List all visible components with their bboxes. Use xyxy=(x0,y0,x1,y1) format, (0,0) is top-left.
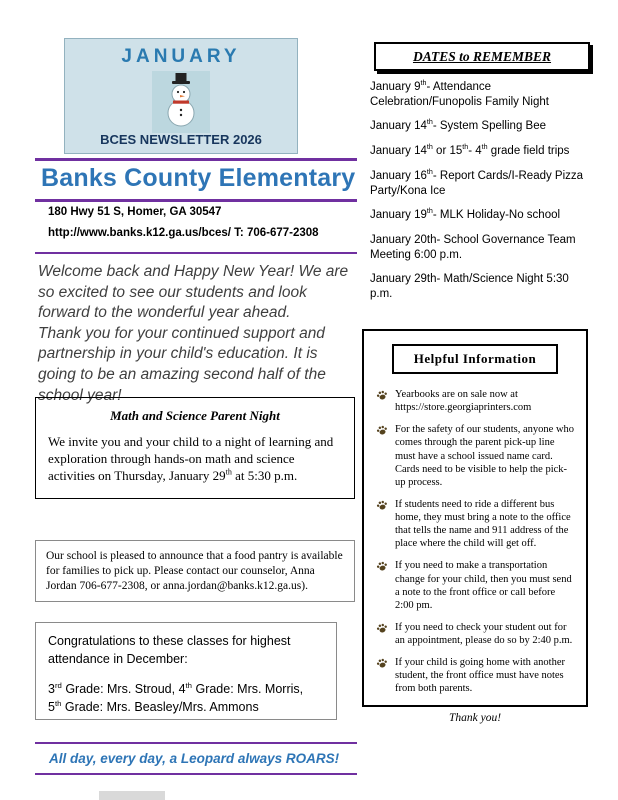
paw-icon xyxy=(375,656,390,671)
masthead xyxy=(64,38,298,154)
date-item: January 29th- Math/Science Night 5:30 p.m. xyxy=(370,273,569,301)
food-pantry-box xyxy=(35,540,355,602)
attendance-line-2: 5th Grade: Mrs. Beasley/Mrs. Ammons xyxy=(48,698,259,714)
helpful-bullet-text: If you need to make a transportation change for your child, then you must send a note to the front office or call before 2:00 pm. xyxy=(395,560,572,611)
math-science-night-box xyxy=(35,397,355,499)
paw-icon xyxy=(375,388,390,403)
helpful-closing: Thank you! xyxy=(448,711,502,724)
date-item: January 9th- Attendance Celebration/Funopolis Family Night xyxy=(370,79,549,108)
newsletter-title: BCES NEWSLETTER 2026 xyxy=(100,132,262,147)
tagline-block xyxy=(35,742,357,775)
date-item: January 16th- Report Cards/I-Ready Pizza Party/Kona Ice xyxy=(370,168,584,197)
paw-icon xyxy=(375,498,390,513)
helpful-information-box xyxy=(362,329,588,724)
school-header xyxy=(35,158,357,202)
helpful-bullet xyxy=(376,498,576,551)
divider-rule xyxy=(35,252,357,254)
food-pantry-text: Our school is pleased to announce that a food pantry is available for families to pick up. Please contact our counselor, Anna Jordan 706-677-2308, or anna.jordan@banks.k12.ga.us). xyxy=(46,550,343,592)
helpful-bullet-text: If your child is going home with another student, the front office must have notes from both parents. xyxy=(395,657,566,695)
paw-icon xyxy=(375,621,390,636)
helpful-bullet-text: If you need to check your student out for an appointment, please do so by 2:40 p.m. xyxy=(395,621,573,646)
attendance-intro: Congratulations to these classes for highest attendance in December: xyxy=(48,634,291,666)
paw-icon xyxy=(375,559,390,574)
helpful-bullet xyxy=(376,388,576,414)
tagline-text: All day, every day, a Leopard always ROARS! xyxy=(49,751,340,766)
helpful-bullet xyxy=(376,621,576,647)
date-item: January 14th or 15th- 4th grade field trips xyxy=(370,143,570,158)
snowman-icon xyxy=(152,71,210,133)
helpful-information-title-box xyxy=(392,344,558,374)
welcome-message xyxy=(38,262,350,406)
school-website-phone: http://www.banks.k12.ga.us/bces/ T: 706-677-2308 xyxy=(48,227,319,239)
date-item: January 14th- System Spelling Bee xyxy=(370,118,546,133)
helpful-bullet-text: Yearbooks are on sale now at https://store.georgiaprinters.com xyxy=(395,389,532,414)
welcome-paragraph: Welcome back and Happy New Year! We are so excited to see our students and look forward to the wonderful year ahead. xyxy=(38,263,349,322)
school-name: Banks County Elementary xyxy=(41,164,356,192)
date-item: January 19th- MLK Holiday-No school xyxy=(370,207,561,222)
school-address: 180 Hwy 51 S, Homer, GA 30547 xyxy=(48,206,222,218)
snowman-image xyxy=(152,71,210,133)
math-science-night-body: We invite you and your child to a night of learning and exploration through hands-on math and science activities on Thursday, January 29th at 5:30 p.m. xyxy=(48,434,334,483)
attendance-line-1: 3rd Grade: Mrs. Stroud, 4th Grade: Mrs. Morris, xyxy=(48,680,304,696)
dates-to-remember-header xyxy=(374,42,590,71)
helpful-bullet xyxy=(376,423,576,489)
paw-icon xyxy=(375,423,390,438)
helpful-bullet-text: If students need to ride a different bus home, they must bring a note to the office that tells the name and 911 address of the place where the child will get off. xyxy=(395,498,571,550)
helpful-bullet xyxy=(376,559,576,612)
math-science-night-title: Math and Science Parent Night xyxy=(110,408,280,423)
date-item: January 20th- School Governance Team Meeting 6:00 p.m. xyxy=(370,234,576,261)
helpful-bullet-text: For the safety of our students, anyone who comes through the parent pick-up line must have a school issued name card. Cards need to be visible to help the pick-up process. xyxy=(395,424,575,488)
helpful-bullet xyxy=(376,656,576,695)
masthead-month: JANUARY xyxy=(121,46,241,67)
helpful-bullet-list xyxy=(376,388,576,696)
dates-list xyxy=(370,80,592,312)
welcome-paragraph: Thank you for your continued support and partnership in your child's education. It is going to be an amazing second half of the school year! xyxy=(38,324,326,404)
helpful-information-title: Helpful Information xyxy=(413,351,537,366)
next-page-edge xyxy=(99,791,165,800)
attendance-congrats-box xyxy=(35,622,337,720)
dates-to-remember-title: DATES to REMEMBER xyxy=(412,48,552,64)
